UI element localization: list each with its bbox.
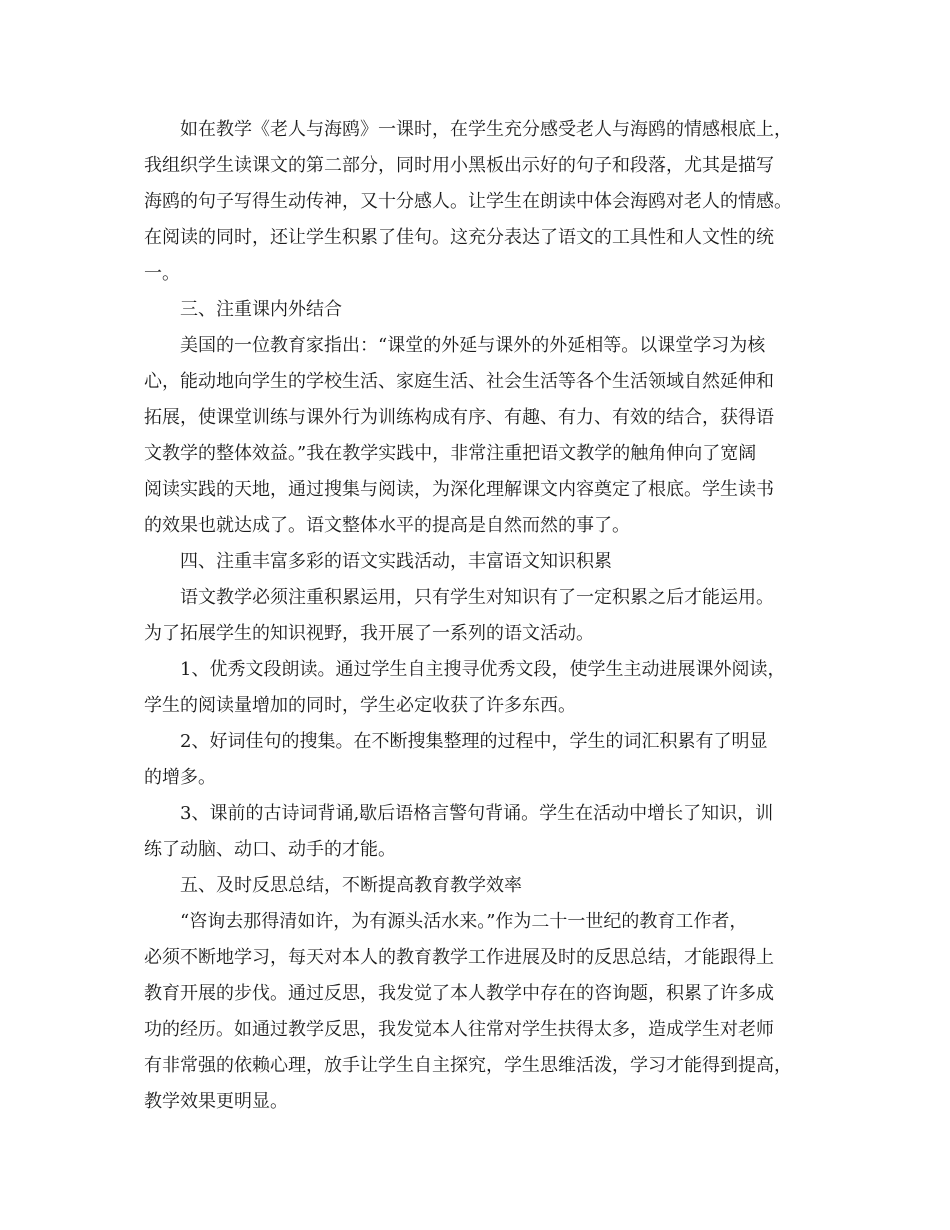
paragraph-line (144, 832, 808, 868)
line-text: 阅读实践的天地，通过搜集与阅读，为深化理解课文内容奠定了根底。学生读书 (144, 479, 774, 500)
paragraph-line (144, 1012, 808, 1048)
line-text: 练了动脑、动口、动手的才能。 (144, 839, 396, 860)
line-text: 我组织学生读课文的第二部分，同时用小黑板出示好的句子和段落，尤其是描写 (144, 155, 774, 176)
paragraph-line (144, 940, 808, 976)
paragraph-first-line (144, 580, 808, 616)
paragraph-line (144, 508, 808, 544)
paragraph-line (144, 976, 808, 1012)
line-text: 在阅读的同时，还让学生积累了佳句。这充分表达了语文的工具性和人文性的统 (144, 227, 774, 248)
line-text: “咨询去那得清如许，为有源头活水来。”作为二十一世纪的教育工作者， (180, 911, 748, 932)
line-text: 学生的阅读量增加的同时，学生必定收获了许多东西。 (144, 695, 576, 716)
line-text: 如在教学《老人与海鸥》一课时，在学生充分感受老人与海鸥的情感根底上， (180, 119, 792, 140)
paragraph-line (144, 184, 808, 220)
line-text: 语文教学必须注重积累运用，只有学生对知识有了一定积累之后才能运用。 (180, 587, 774, 608)
paragraph-first-line (144, 904, 808, 940)
line-text: 五、及时反思总结，不断提高教育教学效率 (180, 875, 522, 896)
paragraph-first-line (144, 652, 808, 688)
paragraph-first-line (144, 796, 808, 832)
document-body (144, 112, 808, 1120)
line-text: 2、好词佳句的搜集。在不断搜集整理的过程中，学生的词汇积累有了明显 (180, 731, 768, 752)
paragraph-line (144, 760, 808, 796)
paragraph-line (144, 1084, 808, 1120)
paragraph-first-line (144, 328, 808, 364)
paragraph-line (144, 400, 808, 436)
paragraph-line (144, 688, 808, 724)
line-text: 教学效果更明显。 (144, 1091, 288, 1112)
line-text: 海鸥的句子写得生动传神，又十分感人。让学生在朗读中体会海鸥对老人的情感。 (144, 191, 792, 212)
line-text: 功的经历。如通过教学反思，我发觉本人往常对学生扶得太多，造成学生对老师 (144, 1019, 774, 1040)
line-text: 1、优秀文段朗读。通过学生自主搜寻优秀文段，使学生主动进展课外阅读， (180, 659, 786, 680)
line-text: 心，能动地向学生的学校生活、家庭生活、社会生活等各个生活领域自然延伸和 (144, 371, 774, 392)
line-text: 教育开展的步伐。通过反思，我发觉了本人教学中存在的咨询题，积累了许多成 (144, 983, 774, 1004)
line-text: 四、注重丰富多彩的语文实践活动，丰富语文知识积累 (180, 551, 612, 572)
paragraph-first-line (144, 724, 808, 760)
line-text: 文教学的整体效益。”我在教学实践中，非常注重把语文教学的触角伸向了宽阔 (144, 443, 757, 464)
paragraph-line (144, 256, 808, 292)
line-text: 拓展，使课堂训练与课外行为训练构成有序、有趣、有力、有效的结合，获得语 (144, 407, 774, 428)
paragraph-line (144, 616, 808, 652)
line-text: 必须不断地学习，每天对本人的教育教学工作进展及时的反思总结，才能跟得上 (144, 947, 774, 968)
line-text: 一。 (144, 263, 180, 284)
line-text: 美国的一位教育家指出：“课堂的外延与课外的外延相等。以课堂学习为核 (180, 335, 766, 356)
line-text: 三、注重课内外结合 (180, 299, 342, 320)
paragraph-line (144, 472, 808, 508)
paragraph-line (144, 364, 808, 400)
paragraph-first-line (144, 544, 808, 580)
paragraph-line (144, 220, 808, 256)
paragraph-first-line (144, 112, 808, 148)
paragraph-line (144, 436, 808, 472)
paragraph-first-line (144, 292, 808, 328)
paragraph-line (144, 1048, 808, 1084)
line-text: 的效果也就达成了。语文整体水平的提高是自然而然的事了。 (144, 515, 630, 536)
line-text: 3、课前的古诗词背诵,歇后语格言警句背诵。学生在活动中增长了知识，训 (180, 803, 774, 824)
line-text: 有非常强的依赖心理，放手让学生自主探究，学生思维活泼，学习才能得到提高， (144, 1055, 792, 1076)
line-text: 为了拓展学生的知识视野，我开展了一系列的语文活动。 (144, 623, 594, 644)
paragraph-line (144, 148, 808, 184)
paragraph-first-line (144, 868, 808, 904)
line-text: 的增多。 (144, 767, 216, 788)
